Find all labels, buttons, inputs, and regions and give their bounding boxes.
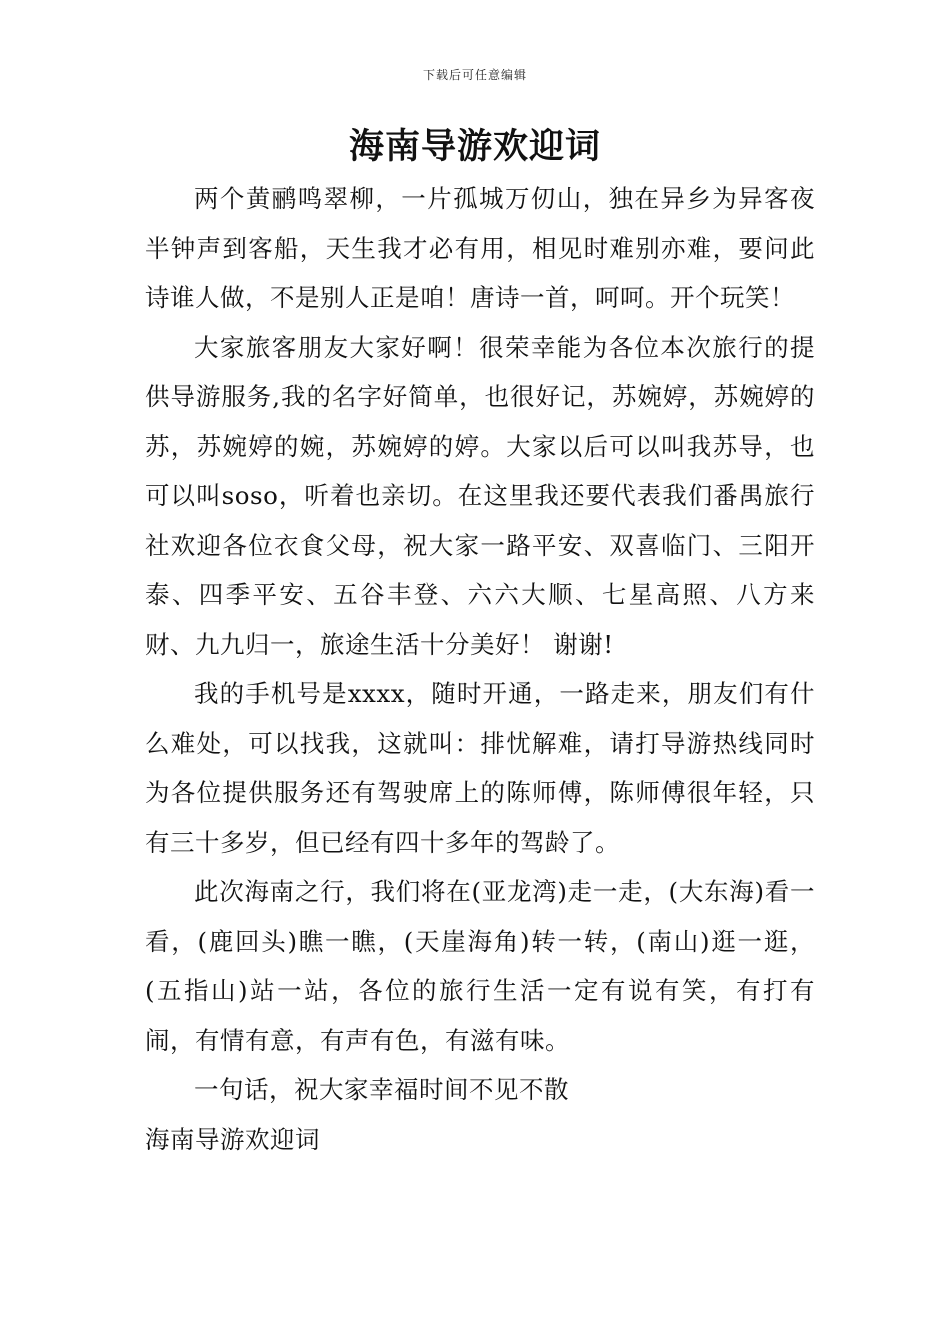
paragraph-itinerary: 此次海南之行，我们将在(亚龙湾)走一走，(大东海)看一看，(鹿回头)瞧一瞧，(天崖海角)转一转，(南山)逛一逛，(五指山)站一站，各位的旅行生活一定有说有笑，有打有闹，有情有意，有声有色，有滋有味。 (145, 877, 815, 1055)
document-title: 海南导游欢迎词 (348, 126, 601, 167)
header-note: 下载后可任意编辑 (422, 68, 527, 82)
paragraph-poem-intro: 两个黄鹂鸣翠柳，一片孤城万仞山，独在异乡为异客夜半钟声到客船，天生我才必有用，相见时难别亦难，要问此诗谁人做，不是别人正是咱！唐诗一首，呵呵。开个玩笑！ (145, 184, 815, 312)
paragraph-contact-driver: 我的手机号是xxxx，随时开通，一路走来，朋友们有什么难处，可以找我，这就叫：排忧解难，请打导游热线同时为各位提供服务还有驾驶席上的陈师傅，陈师傅很年轻，只有三十多岁，但已经有四十多年的驾龄了。 (145, 679, 815, 857)
footer-title: 海南导游欢迎词 (145, 1124, 320, 1154)
paragraph-self-introduction: 大家旅客朋友大家好啊！很荣幸能为各位本次旅行的提供导游服务,我的名字好简单，也很好记，苏婉婷，苏婉婷的苏，苏婉婷的婉，苏婉婷的婷。大家以后可以叫我苏导，也可以叫soso，听着也亲切。在这里我还要代表我们番禺旅行社欢迎各位衣食父母，祝大家一路平安、双喜临门、三阳开泰、四季平安、五谷丰登、六六大顺、七星高照、八方来财、九九归一，旅途生活十分美好！ 谢谢! (145, 332, 815, 659)
paragraph-closing: 一句话，祝大家幸福时间不见不散 (194, 1075, 569, 1104)
document-body (145, 174, 815, 1164)
